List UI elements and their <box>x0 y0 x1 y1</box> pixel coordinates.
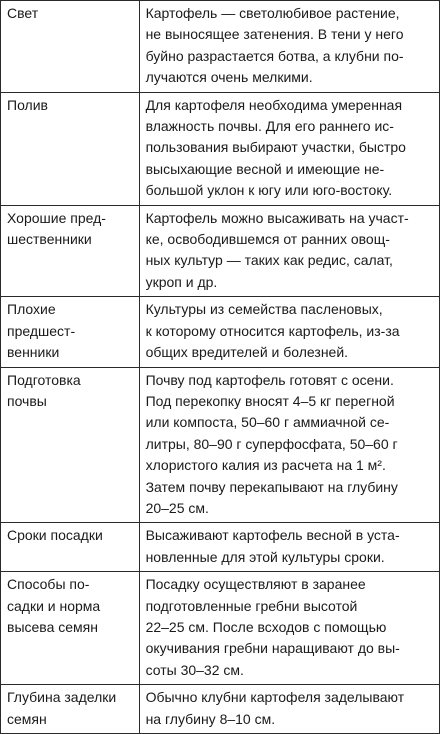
table-row <box>1 523 440 572</box>
row-label: Глубина заделки семян <box>1 685 140 734</box>
row-text: Культуры из семейства пасленовых, к которому относится картофель, из-за общих вредителей и болезней. <box>139 297 439 367</box>
row-label: Сроки посадки <box>1 523 140 572</box>
row-label: Свет <box>1 1 140 93</box>
table-row <box>1 367 440 523</box>
table-row <box>1 572 440 685</box>
row-text: Картофель можно высаживать на участ- ке, освободившемся от ранних овощ- ных культур — таких как редис, салат, укроп и др. <box>139 205 439 297</box>
row-text: Посадку осуществляют в заранее подготовленные гребни высотой 22–25 см. После всходов с помощью окучивания гребни наращивают до вы- соты 30–32 см. <box>139 572 439 685</box>
row-label: Подготовка почвы <box>1 367 140 523</box>
table-row <box>1 685 440 734</box>
row-text: Почву под картофель готовят с осени. Под перекопку вносят 4–5 кг перегной или компоста, 50–60 г аммиачной се- литры, 80–90 г суперфосфата, 50–60 г хлористого калия из расчета на 1 м². Затем почву перекапывают на глубину 20–25 см. <box>139 367 439 523</box>
table-row <box>1 297 440 367</box>
row-label: Способы по- садки и норма высева семян <box>1 572 140 685</box>
row-text: Обычно клубни картофеля заделывают на глубину 8–10 см. <box>139 685 439 734</box>
row-text: Высаживают картофель весной в уста- новленные для этой культуры сроки. <box>139 523 439 572</box>
table-row <box>1 205 440 297</box>
row-text: Картофель — светолюбивое растение, не выносящее затенения. В тени у него буйно разрастается ботва, а клубни по- лучаются очень мелкими. <box>139 1 439 93</box>
row-label: Плохие предшест- венники <box>1 297 140 367</box>
row-label: Хорошие пред- шественники <box>1 205 140 297</box>
row-text: Для картофеля необходима умеренная влажность почвы. Для его раннего ис- пользования выбирают участки, быстро высыхающие весной и имеющие не- большой уклон к югу или юго-востоку. <box>139 92 439 205</box>
table-row <box>1 92 440 205</box>
table-row <box>1 1 440 93</box>
row-label: Полив <box>1 92 140 205</box>
